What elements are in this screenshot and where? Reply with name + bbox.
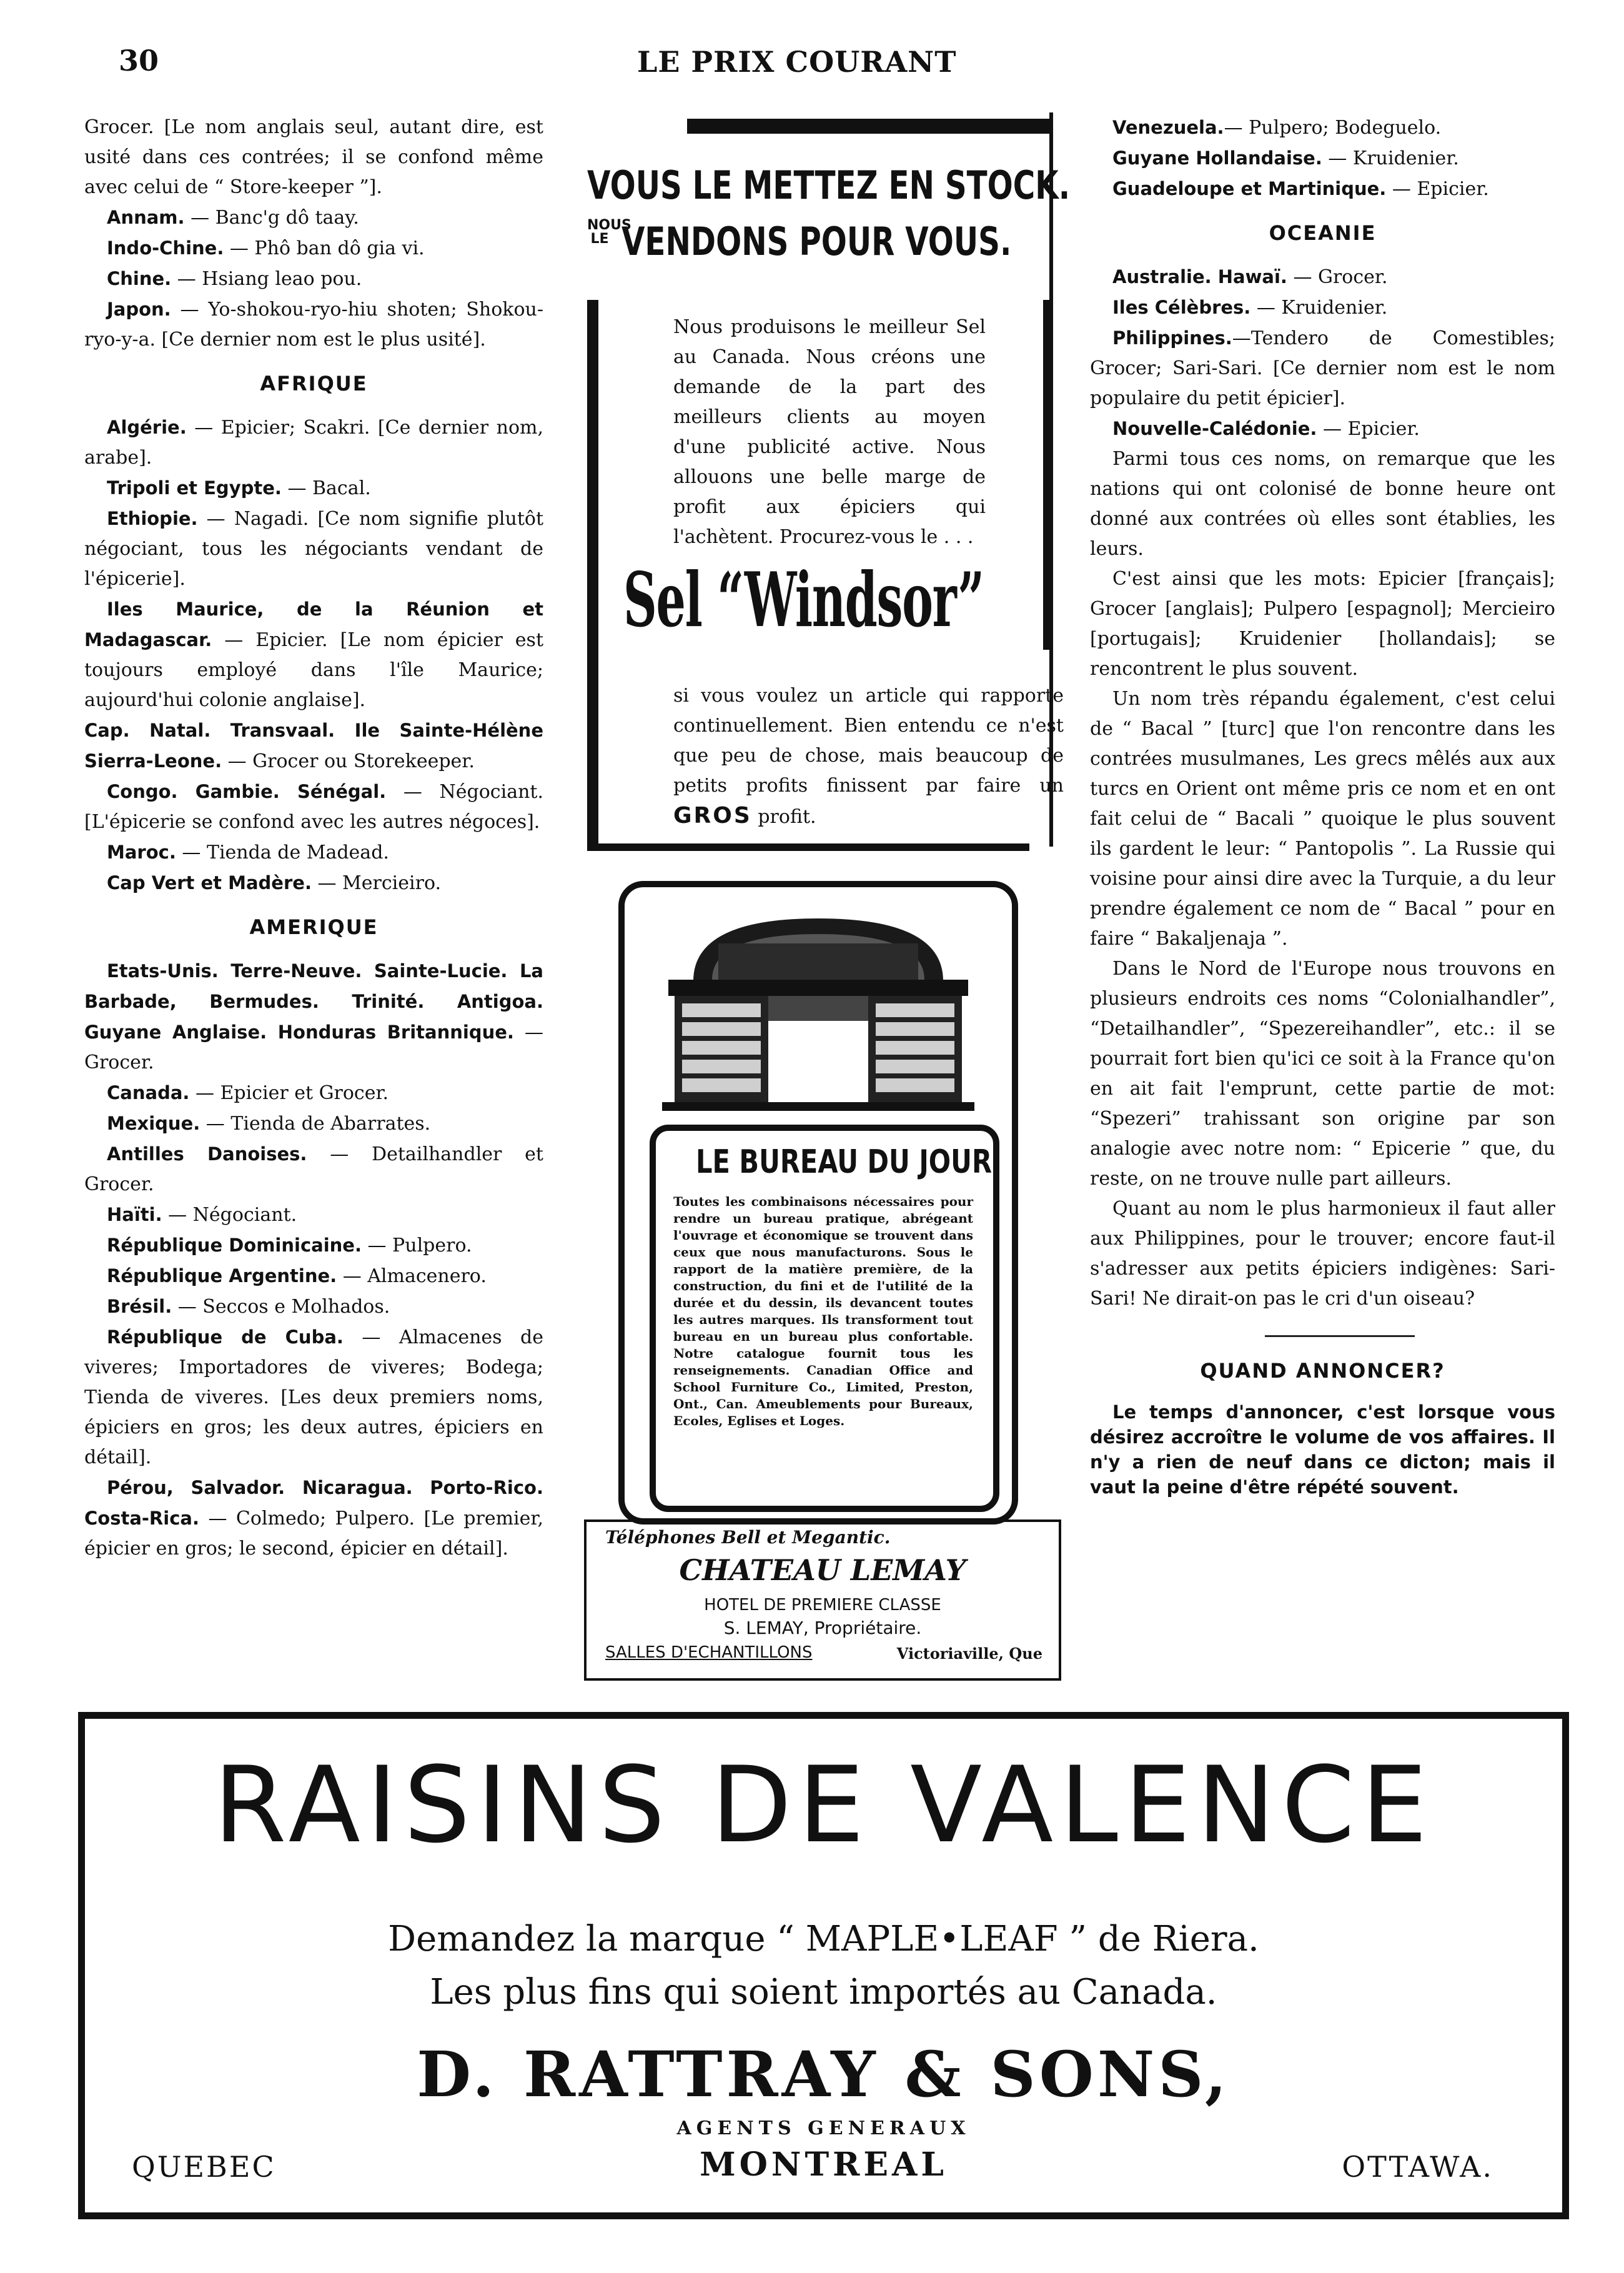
entry-text: — Banc'g dô taay. — [184, 207, 359, 229]
entry-text: —Tendero de Comestibles; Grocer; Sari-Sari. [Ce dernier nom est le nom populaire du petit épicier]. — [1090, 327, 1555, 409]
entry-text: — Epicier. — [1317, 418, 1420, 440]
entry — [84, 777, 543, 837]
entry-text: — Seccos e Molhados. — [172, 1296, 390, 1318]
entry-text: — Yo-shokou-ryo-hiu shoten; Shokou-ryo-y-a. [Ce dernier nom est le plus usité]. — [84, 299, 543, 351]
entry-label: Chine. — [107, 268, 172, 289]
entry-text: — Pulpero. — [361, 1235, 472, 1256]
ad-firm-name: D. RATTRAY & SONS, — [417, 2037, 1230, 2111]
entry-label: Nouvelle-Calédonie. — [1112, 418, 1317, 439]
ad-border-bar — [687, 119, 1049, 134]
entry-label: Maroc. — [107, 842, 176, 863]
entry-text: — Kruidenier. — [1322, 147, 1459, 169]
entry-label: République Dominicaine. — [107, 1235, 362, 1256]
ad-brand-name: Sel “Windsor” — [623, 556, 984, 644]
entry — [84, 473, 543, 504]
paragraph: Quant au nom le plus harmonieux il faut aller aux Philippines, pour le trouver; encore faut-il s'adresser aux petits épiciers indigènes: Sari-Sari! Ne dirait-on pas le cri d'un oiseau? — [1090, 1198, 1555, 1310]
entry-text: — Almacenero. — [337, 1265, 487, 1287]
entry — [84, 956, 543, 1078]
ad-chateau-lemay — [584, 1519, 1061, 1681]
entry-text: — Kruidenier. — [1250, 297, 1388, 319]
entry-text: — Mercieiro. — [311, 872, 442, 894]
entry-text: — Pulpero; Bodeguelo. — [1224, 117, 1442, 139]
entry — [84, 1291, 543, 1322]
entry-text: — Négociant. [L'épicerie se confond avec les autres négoces]. — [84, 781, 543, 833]
ad-city-right: OTTAWA. — [1342, 2150, 1493, 2184]
masthead-title: LE PRIX COURANT — [637, 45, 957, 79]
entry — [1090, 143, 1555, 174]
entry-label: Iles Maurice, de la Réunion et Madagascar. — [84, 599, 543, 650]
ad-frame — [587, 300, 1064, 851]
entry — [1090, 174, 1555, 204]
entry-text: — Bacal. — [281, 477, 371, 499]
entry-text: — Tienda de Abarrates. — [200, 1113, 431, 1135]
entry-text: — Epicier. — [1386, 178, 1489, 200]
entry — [1090, 414, 1555, 444]
entry — [84, 1230, 543, 1261]
entry — [84, 837, 543, 868]
ad-agents: AGENTS GENERAUX — [676, 2117, 971, 2139]
entry-label: Venezuela. — [1112, 117, 1224, 138]
entry-text: — Hsiang leao pou. — [171, 268, 362, 290]
paragraph: Dans le Nord de l'Europe nous trouvons en plusieurs endroits ces noms “Colonialhandler”, “Detailhandler”, “Spezereihandler”, etc.: il se pourrait fort bien qu'ici ce soit à la France qu'on en ait fait l'emprunt, cette partie de mot: “Spezeri” trahissant son origine par son analogie avec notre nom: “ Epicerie ” que, du reste, on ne trouve nulle part ailleurs. — [1090, 958, 1555, 1190]
entry-label: Philippines. — [1112, 327, 1232, 349]
entry — [84, 715, 543, 777]
paragraph: Parmi tous ces noms, on remarque que les nations qui ont colonisé de bonne heure ont donné aux contrées où elles sont établies, les leurs. — [1090, 448, 1555, 560]
entry-text: — Nagadi. [Ce nom signifie plutôt négociant, tous les négociants vendant de l'épicerie]. — [84, 508, 543, 590]
entry — [84, 1139, 543, 1200]
divider — [1265, 1335, 1415, 1337]
ad-line-1: Demandez la marque “ MAPLE•LEAF ” de Riera. — [388, 1919, 1259, 1959]
ad-hotel-name: CHATEAU LEMAY — [679, 1553, 966, 1587]
ad-headline: RAISINS DE VALENCE — [213, 1744, 1434, 1866]
entry-label: Brésil. — [107, 1296, 172, 1317]
ad-sel-windsor — [587, 112, 1071, 847]
ad-salles: SALLES D'ECHANTILLONS — [605, 1643, 813, 1662]
ad-border-bar — [1043, 300, 1052, 650]
entry-label: Congo. Gambie. Sénégal. — [107, 781, 387, 802]
entry-label: Ethiopie. — [107, 508, 198, 529]
entry — [84, 1108, 543, 1139]
entry — [1090, 262, 1555, 292]
entry-label: Iles Célèbres. — [1112, 297, 1251, 318]
ad-headline: LE BUREAU DU JOUR — [696, 1143, 992, 1181]
section-heading: AMERIQUE — [249, 915, 379, 939]
entry-text: — Grocer ou Storekeeper. — [222, 750, 475, 772]
section-heading: OCEANIE — [1269, 221, 1377, 245]
right-column — [1090, 112, 1555, 1500]
entry-label: Tripoli et Egypte. — [107, 477, 282, 499]
ad-body-text-2: si vous voulez un article qui rapporte continuellement. Bien entendu ce n'est que peu de chose, mais beaucoup de petits profits finissent par faire un GROS profit. — [673, 685, 1064, 828]
entry-label: Algérie. — [107, 417, 187, 438]
entry-text: — Négociant. — [162, 1204, 297, 1226]
ad-headline-2: VENDONS POUR VOUS. — [621, 219, 1012, 264]
paragraph: Grocer. [Le nom anglais seul, autant dire, est usité dans ces contrées; il se confond même avec celui de “ Store-keeper ”]. — [84, 116, 543, 198]
entry-text: — Almacenes de viveres; Importadores de viveres; Bodega; Tienda de viveres. [Les deux premiers noms, épiciers en gros; les deux autres, épiciers en détail]. — [84, 1326, 544, 1468]
ad-hotel-class: HOTEL DE PREMIERE CLASSE — [704, 1596, 941, 1614]
ad-city-center: MONTREAL — [700, 2146, 948, 2184]
paragraph: Le temps d'annoncer, c'est lorsque vous désirez accroître le volume de vos affaires. Il n'y a rien de neuf dans ce dicton; mais il vaut la peine d'être répété souvent. — [1090, 1401, 1555, 1498]
entry-text: — Epicier; Scakri. [Ce dernier nom, arabe]. — [84, 417, 543, 469]
entry-text: — Detailhandler et Grocer. — [84, 1143, 543, 1195]
entry-label: République de Cuba. — [107, 1326, 344, 1348]
entry-label: Japon. — [107, 299, 171, 320]
entry — [84, 868, 543, 898]
section-heading: AFRIQUE — [260, 372, 368, 395]
entry-text: — Phô ban dô gia vi. — [224, 237, 425, 259]
ad-location: Victoriaville, Que — [896, 1644, 1042, 1663]
entry-text: — Epicier et Grocer. — [189, 1082, 389, 1104]
paragraph: C'est ainsi que les mots: Epicier [français]; Grocer [anglais]; Pulpero [espagnol]; Mercieiro [portugais]; Kruidenier [hollandais]; se rencontrent le plus souvent. — [1090, 568, 1555, 680]
entry-label: Haïti. — [107, 1204, 162, 1225]
paragraph: Un nom très répandu également, c'est celui de “ Bacal ” [turc] que l'on rencontre dans les contrées musulmanes, Les grecs mêlés aux aux turcs en Orient ont même pris ce nom et en ont fait celui de “ Bacali ” quoique le plus souvent ils gardent le leur: “ Pantopolis ”. La Russie qui voisine pour ainsi dire avec la Turquie, a du leur prendre également ce nom de “ Bacal ” pour en faire “ Bakaljenaja ”. — [1090, 688, 1555, 950]
entry-label: Guadeloupe et Martinique. — [1112, 178, 1387, 199]
entry — [84, 412, 543, 473]
entry — [84, 1078, 543, 1108]
section-heading: QUAND ANNONCER? — [1200, 1359, 1445, 1383]
entry — [84, 504, 543, 594]
entry — [84, 1322, 543, 1473]
ad-bureau-du-jour — [618, 881, 1018, 1524]
entry-label: République Argentine. — [107, 1265, 337, 1286]
entry-text: — Epicier. [Le nom épicier est toujours employé dans l'île Maurice; aujourd'hui colonie anglaise]. — [84, 629, 543, 711]
ad-small-words: NOUS LE — [587, 217, 631, 247]
desk-illustration — [650, 906, 987, 1118]
ad-city-left: QUEBEC — [132, 2150, 276, 2184]
entry-label: Australie. Hawaï. — [1112, 266, 1287, 287]
entry — [1090, 112, 1555, 143]
entry-text: — Grocer. — [1287, 266, 1388, 288]
entry — [84, 264, 543, 294]
entry — [84, 233, 543, 264]
page-number: 30 — [119, 44, 159, 77]
ad-raisins-de-valence — [78, 1712, 1569, 2219]
left-column — [84, 112, 543, 1564]
entry — [84, 294, 543, 355]
entry — [84, 1200, 543, 1230]
entry-label: Guyane Hollandaise. — [1112, 147, 1322, 169]
entry-label: Antilles Danoises. — [107, 1143, 307, 1165]
ad-owner: S. LEMAY, Propriétaire. — [723, 1618, 922, 1638]
entry — [84, 1261, 543, 1291]
ad-gros-word: GROS — [673, 803, 752, 828]
entry-label: Mexique. — [107, 1113, 201, 1134]
entry-label: Etats-Unis. Terre-Neuve. Sainte-Lucie. La Barbade, Bermudes. Trinité. Antigoa. Guyane Anglaise. Honduras Britannique. — [84, 960, 543, 1043]
entry-label: Indo-Chine. — [107, 237, 224, 259]
entry-label: Cap. Natal. Transvaal. Ile Sainte-Hélène Sierra-Leone. — [84, 720, 543, 772]
entry — [84, 594, 543, 715]
entry-label: Annam. — [107, 207, 185, 228]
ad-line-2: Les plus fins qui soient importés au Canada. — [430, 1972, 1217, 2012]
ad-body-text: Nous produisons le meilleur Sel au Canada. Nous créons une demande de la part des meilleurs clients au moyen d'une publicité active. Nous allouons une belle marge de profit aux épiciers qui l'achètent. Procurez-vous le . . . — [673, 316, 986, 548]
ad-body-text: Toutes les combinaisons nécessaires pour rendre un bureau pratique, abrégeant l'ouvrage et économique se trouvent dans ceux que nous manufacturons. Sous le rapport de la matière première, de la construction, du fini et de l'utilité de la durée et du dessin, ils devancent toutes les autres marques. Ils transforment tout bureau en un bureau plus confortable. Notre catalogue fournit tous les renseignements. Canadian Office and School Furniture Co., Limited, Preston, Ont., Can. Ameublements pour Bureaux, Ecoles, Eglises et Loges. — [673, 1194, 973, 1428]
entry — [1090, 292, 1555, 323]
entry — [1090, 323, 1555, 414]
entry-label: Pérou, Salvador. Nicaragua. Porto-Rico. Costa-Rica. — [84, 1477, 543, 1529]
entry-label: Canada. — [107, 1082, 190, 1103]
ad-text-panel — [650, 1125, 999, 1512]
ad-phones: Téléphones Bell et Megantic. — [605, 1527, 891, 1548]
ad-headline: VOUS LE METTEZ EN STOCK. — [587, 162, 1071, 208]
entry-text: — Grocer. — [84, 1022, 543, 1073]
entry-text: — Colmedo; Pulpero. [Le premier, épicier en gros; le second, épicier en détail]. — [84, 1508, 543, 1559]
entry-label: Cap Vert et Madère. — [107, 872, 312, 893]
entry-text: — Tienda de Madead. — [176, 842, 389, 863]
entry — [84, 1473, 543, 1564]
entry — [84, 202, 543, 233]
